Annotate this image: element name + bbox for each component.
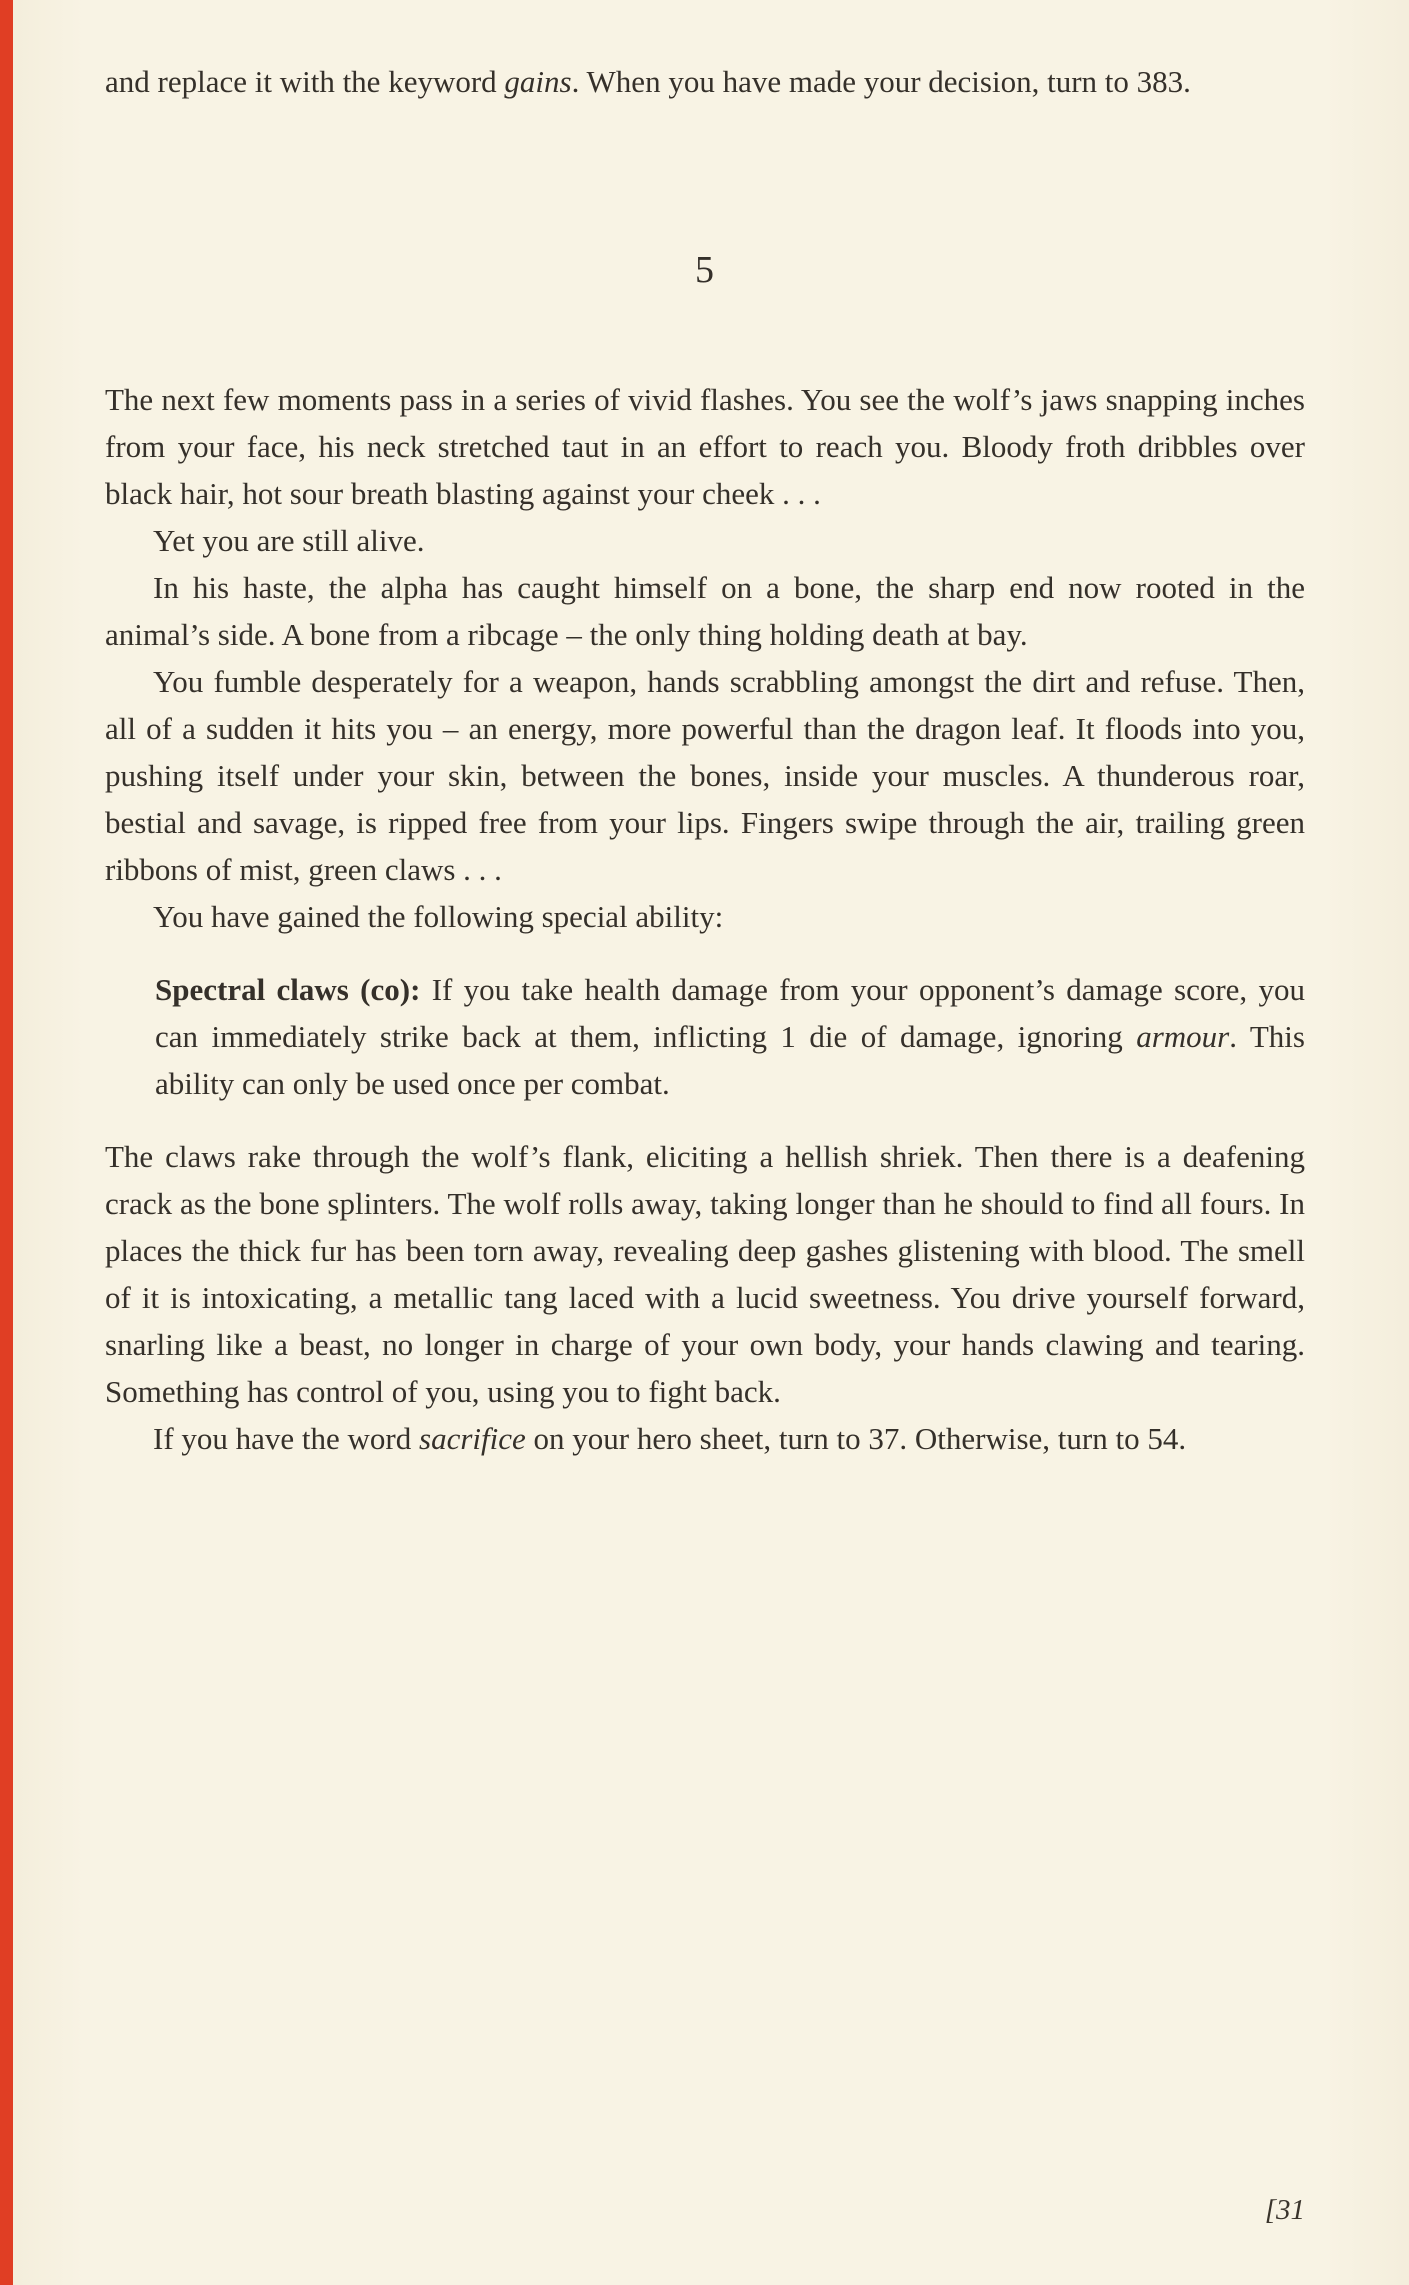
- text-run: and replace it with the keyword: [105, 64, 505, 99]
- text-run: Yet you are still alive.: [153, 523, 425, 558]
- body-paragraph: [105, 1133, 1305, 1415]
- body-paragraph: [105, 376, 1305, 517]
- body-paragraph: [105, 517, 1305, 564]
- book-spine-edge: [0, 0, 13, 2285]
- section-number-heading: 5: [695, 249, 715, 291]
- text-run: on your hero sheet, turn to 37. Otherwise, turn to 54.: [525, 1421, 1187, 1456]
- body-paragraph: [105, 893, 1305, 940]
- text-run: If you take health damage from your opponent’s damage score, you can immediately strike back at them, inflicting 1 die of damage, ignoring: [155, 972, 1305, 1054]
- text-run: The next few moments pass in a series of vivid flashes. You see the wolf’s jaws snapping inches from your face, his neck stretched taut in an effort to reach you. Bloody froth dribbles over black hair, hot sour breath blasting against your cheek . . .: [105, 382, 1305, 511]
- text-run: . This ability can only be used once per combat.: [155, 1019, 1305, 1101]
- text-run: You fumble desperately for a weapon, hands scrabbling amongst the dirt and refuse. Then, all of a sudden it hits you – an energy, more powerful than the dragon leaf. It floods into you, pushing itself under your skin, between the bones, inside your muscles. A thunderous roar, bestial and savage, is ripped free from your lips. Fingers swipe through the air, trailing green ribbons of mist, green claws . . .: [105, 664, 1305, 887]
- text-run: If you have the word: [153, 1421, 419, 1456]
- italic-text-run: gains: [504, 64, 572, 99]
- body-paragraph: [105, 58, 1305, 105]
- body-paragraph: [105, 564, 1305, 658]
- page-text-block: [105, 58, 1305, 1462]
- text-run: In his haste, the alpha has caught himself on a bone, the sharp end now rooted in the animal’s side. A bone from a ribcage – the only thing holding death at bay.: [105, 570, 1305, 652]
- body-paragraph: [105, 1415, 1305, 1462]
- italic-text-run: armour: [1136, 1019, 1230, 1054]
- page-number: [31: [1264, 2194, 1305, 2226]
- text-run: The claws rake through the wolf’s flank, eliciting a hellish shriek. Then there is a deafening crack as the bone splinters. The wolf rolls away, taking longer than he should to find all fours. In places the thick fur has been torn away, revealing deep gashes glistening with blood. The smell of it is intoxicating, a metallic tang laced with a lucid sweetness. You drive yourself forward, snarling like a beast, no longer in charge of your own body, your hands clawing and tearing. Something has control of you, using you to fight back.: [105, 1139, 1305, 1409]
- ability-paragraph: [155, 966, 1305, 1107]
- bold-text-run: Spectral claws (co):: [155, 972, 421, 1007]
- text-run: You have gained the following special ability:: [153, 899, 724, 934]
- italic-text-run: sacrifice: [419, 1421, 526, 1456]
- body-paragraph: [105, 658, 1305, 893]
- text-run: . When you have made your decision, turn to 383.: [571, 64, 1191, 99]
